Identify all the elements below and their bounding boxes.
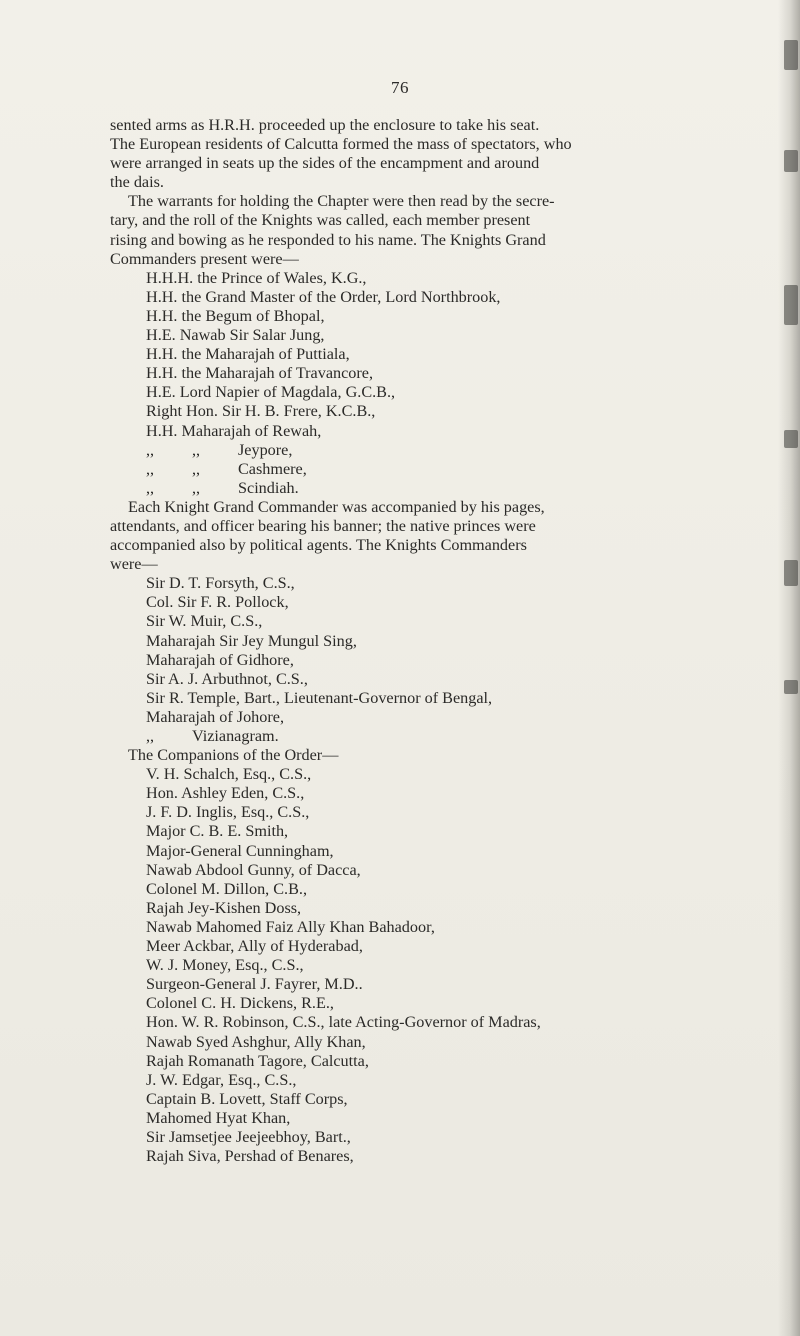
line-text: Sir W. Muir, C.S., <box>146 612 263 631</box>
text-line <box>110 746 770 765</box>
text-line <box>110 211 770 230</box>
line-text: H.E. Lord Napier of Magdala, G.C.B., <box>146 383 396 402</box>
line-text: Rajah Siva, Pershad of Benares, <box>146 1147 354 1166</box>
line-text: tary, and the roll of the Knights was called, each member present <box>110 211 531 230</box>
line-text: The Companions of the Order— <box>128 746 339 765</box>
text-line <box>110 842 770 861</box>
text-line <box>110 1071 770 1090</box>
line-text: Right Hon. Sir H. B. Frere, K.C.B., <box>146 402 376 421</box>
text-line <box>110 307 770 326</box>
line-text: the dais. <box>110 173 164 192</box>
line-text: Sir D. T. Forsyth, C.S., <box>146 574 295 593</box>
line-text: Captain B. Lovett, Staff Corps, <box>146 1089 348 1108</box>
line-text: The European residents of Calcutta formed the mass of spectators, who <box>110 135 572 154</box>
line-text: Each Knight Grand Commander was accompanied by his pages, <box>128 497 545 516</box>
text-line <box>110 154 770 173</box>
text-line <box>110 937 770 956</box>
line-text: Hon. Ashley Eden, C.S., <box>146 784 305 803</box>
scan-edge-mark <box>784 150 798 172</box>
line-text: Jeypore, <box>238 440 293 459</box>
line-text: H.H. the Maharajah of Travancore, <box>146 364 374 383</box>
text-line <box>110 975 770 994</box>
line-text: Colonel C. H. Dickens, R.E., <box>146 994 334 1013</box>
line-text: Maharajah of Gidhore, <box>146 650 294 669</box>
text-line <box>110 479 770 498</box>
line-text: Maharajah Sir Jey Mungul Sing, <box>146 631 357 650</box>
text-line <box>110 517 770 536</box>
line-text: Major-General Cunningham, <box>146 841 334 860</box>
text-line <box>110 612 770 631</box>
text-line <box>110 803 770 822</box>
text-line <box>110 231 770 250</box>
text-line <box>110 364 770 383</box>
text-line <box>110 345 770 364</box>
line-text: Sir R. Temple, Bart., Lieutenant-Governor of Bengal, <box>146 688 493 707</box>
page-body-text <box>110 116 770 1166</box>
scan-edge-mark <box>784 560 798 586</box>
text-line <box>110 784 770 803</box>
line-text: Maharajah of Johore, <box>146 707 284 726</box>
line-text: Col. Sir F. R. Pollock, <box>146 593 289 612</box>
scan-edge-mark <box>784 430 798 448</box>
scan-edge-mark <box>784 285 798 325</box>
scan-edge-mark <box>784 40 798 70</box>
text-line <box>110 1147 770 1166</box>
text-line <box>110 422 770 441</box>
text-line <box>110 880 770 899</box>
text-line <box>110 651 770 670</box>
page-number: 76 <box>391 78 409 97</box>
line-text: were arranged in seats up the sides of the encampment and around <box>110 154 540 173</box>
text-line <box>110 1052 770 1071</box>
ditto-mark: ,, <box>146 459 155 478</box>
text-line <box>110 460 770 479</box>
ditto-mark: ,, <box>192 459 201 478</box>
text-line <box>110 173 770 192</box>
ditto-mark: ,, <box>192 440 201 459</box>
line-text: Nawab Mahomed Faiz Ally Khan Bahadoor, <box>146 917 435 936</box>
line-text: accompanied also by political agents. The Knights Commanders <box>110 536 527 555</box>
text-line <box>110 670 770 689</box>
text-line <box>110 918 770 937</box>
line-text: Surgeon-General J. Fayrer, M.D.. <box>146 975 363 994</box>
line-text: H.E. Nawab Sir Salar Jung, <box>146 326 325 345</box>
text-line <box>110 288 770 307</box>
text-line <box>110 326 770 345</box>
ditto-mark: ,, <box>146 727 155 745</box>
line-text: Commanders present were— <box>110 249 299 268</box>
text-line <box>110 402 770 421</box>
line-text: Nawab Syed Ashghur, Ally Khan, <box>146 1032 366 1051</box>
text-line <box>110 956 770 975</box>
line-text: H.H. Maharajah of Rewah, <box>146 421 322 440</box>
text-line <box>110 708 770 727</box>
text-line <box>110 1090 770 1109</box>
ditto-mark: ,, <box>192 478 201 497</box>
text-line <box>110 269 770 288</box>
ditto-mark: ,, <box>146 478 155 497</box>
text-line <box>110 1109 770 1128</box>
line-text: Sir Jamsetjee Jeejeebhoy, Bart., <box>146 1127 351 1146</box>
line-text: Sir A. J. Arbuthnot, C.S., <box>146 669 308 688</box>
text-line <box>110 135 770 154</box>
line-text: were— <box>110 555 158 574</box>
text-line <box>110 498 770 517</box>
text-line <box>110 632 770 651</box>
text-line <box>110 593 770 612</box>
ditto-mark: ,, <box>146 440 155 459</box>
text-line <box>110 192 770 211</box>
line-text: J. F. D. Inglis, Esq., C.S., <box>146 803 310 822</box>
line-text: Cashmere, <box>238 459 307 478</box>
text-line <box>110 765 770 784</box>
line-text: Scindiah. <box>238 478 299 497</box>
line-text: Colonel M. Dillon, C.B., <box>146 879 307 898</box>
line-text: H.H. the Begum of Bhopal, <box>146 306 325 325</box>
line-text: sented arms as H.R.H. proceeded up the enclosure to take his seat. <box>110 116 540 134</box>
line-text: Rajah Romanath Tagore, Calcutta, <box>146 1051 369 1070</box>
line-text: Hon. W. R. Robinson, C.S., late Acting-Governor of Madras, <box>146 1013 541 1032</box>
text-line <box>110 383 770 402</box>
line-text: Nawab Abdool Gunny, of Dacca, <box>146 860 361 879</box>
scan-edge-mark <box>784 680 798 694</box>
line-text: H.H. the Grand Master of the Order, Lord Northbrook, <box>146 287 501 306</box>
line-text: Meer Ackbar, Ally of Hyderabad, <box>146 937 363 956</box>
line-text: H.H.H. the Prince of Wales, K.G., <box>146 268 367 287</box>
text-line <box>110 250 770 269</box>
text-line <box>110 574 770 593</box>
scan-edge-shadow <box>778 0 800 1336</box>
line-text: W. J. Money, Esq., C.S., <box>146 956 304 975</box>
line-text: Rajah Jey-Kishen Doss, <box>146 898 302 917</box>
line-text: J. W. Edgar, Esq., C.S., <box>146 1070 297 1089</box>
text-line <box>110 899 770 918</box>
line-text: V. H. Schalch, Esq., C.S., <box>146 765 312 784</box>
line-text: attendants, and officer bearing his banner; the native princes were <box>110 516 536 535</box>
text-line <box>110 1033 770 1052</box>
text-line <box>110 555 770 574</box>
line-text: The warrants for holding the Chapter were then read by the secre- <box>128 192 555 211</box>
text-line <box>110 1128 770 1147</box>
text-line <box>110 822 770 841</box>
text-line <box>110 536 770 555</box>
text-line <box>110 689 770 708</box>
text-line <box>110 1013 770 1032</box>
line-text: Major C. B. E. Smith, <box>146 822 289 841</box>
line-text: Vizianagram. <box>192 727 279 745</box>
text-line <box>110 994 770 1013</box>
text-line <box>110 116 770 135</box>
line-text: rising and bowing as he responded to his name. The Knights Grand <box>110 230 546 249</box>
text-line <box>110 441 770 460</box>
text-line <box>110 861 770 880</box>
line-text: Mahomed Hyat Khan, <box>146 1108 291 1127</box>
text-line <box>110 727 770 746</box>
line-text: H.H. the Maharajah of Puttiala, <box>146 345 350 364</box>
